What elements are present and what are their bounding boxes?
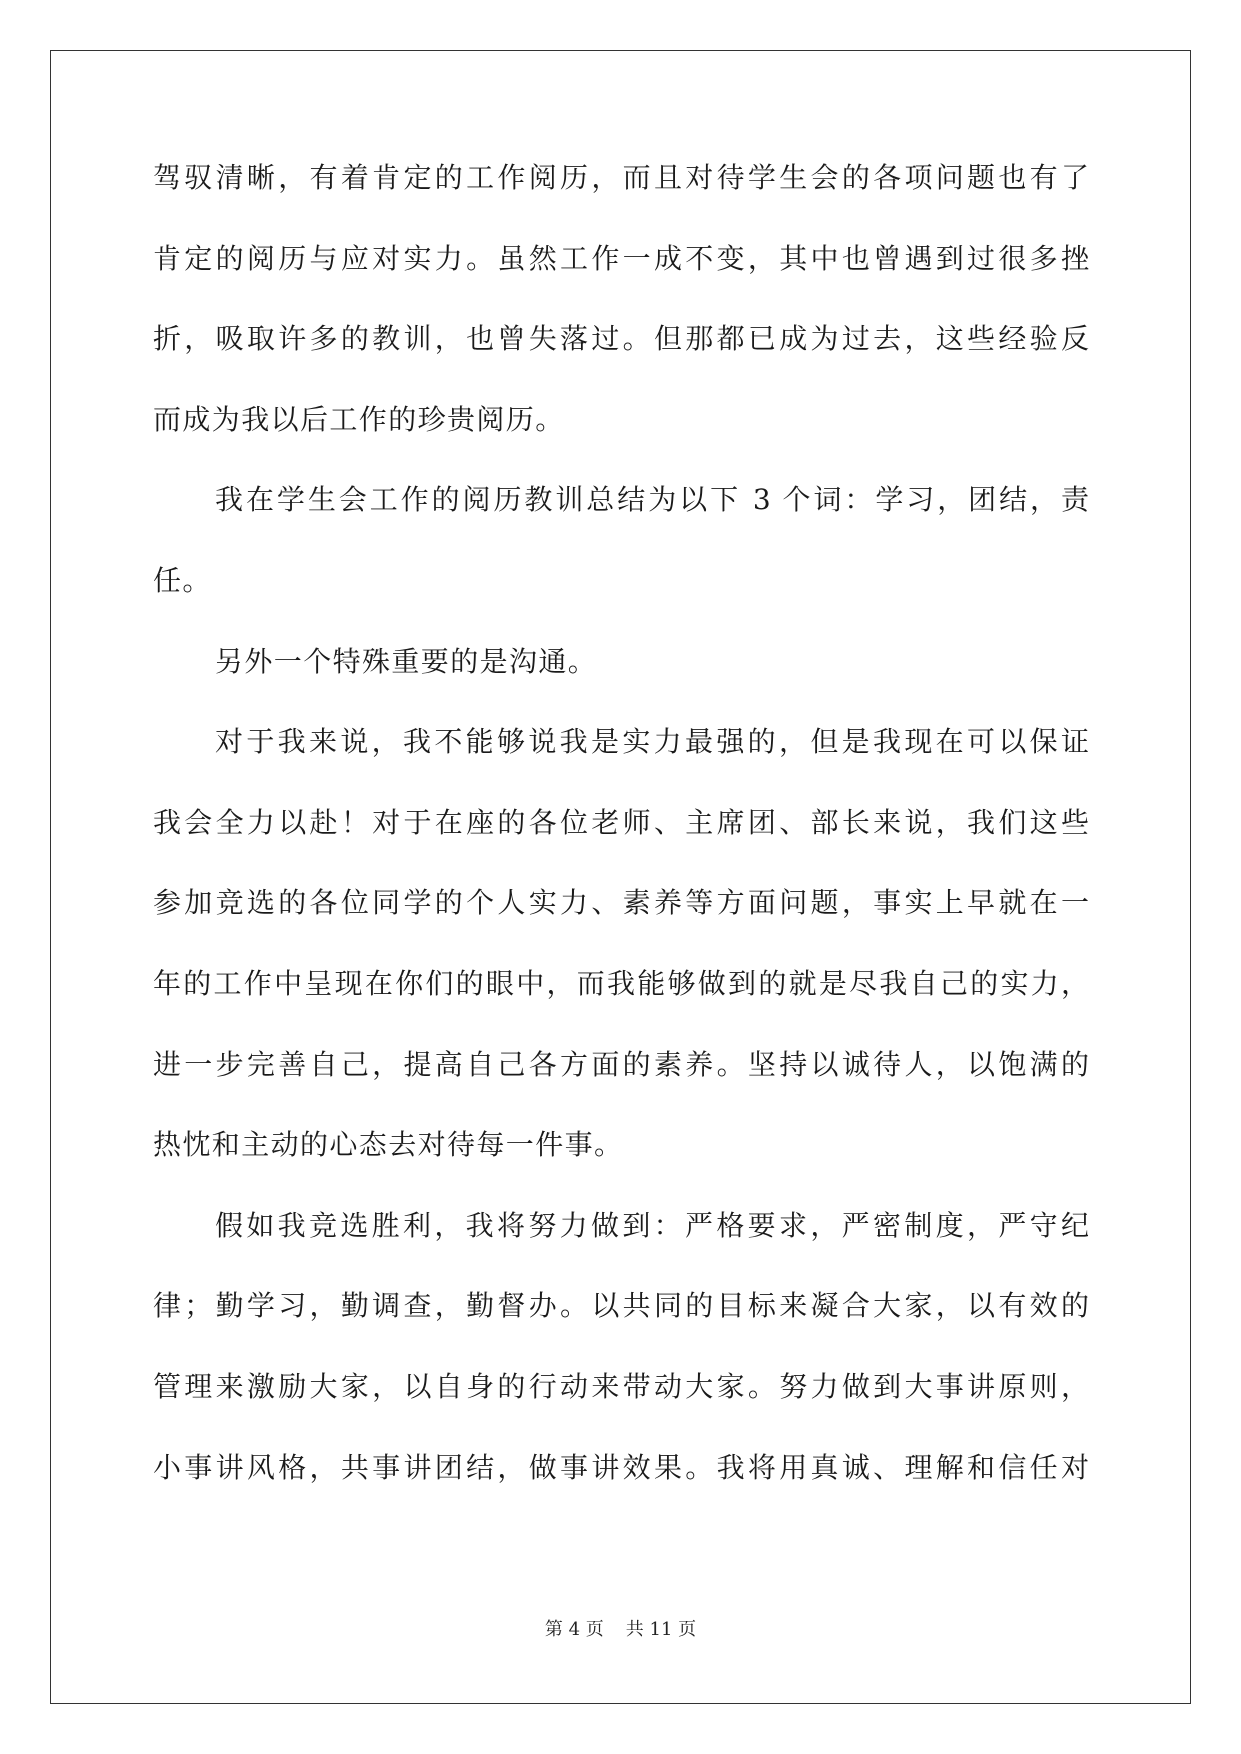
text-line: 任。 (153, 563, 212, 597)
page-number: 第 4 页 (544, 1619, 604, 1640)
text-line: 驾驭清晰，有着肯定的工作阅历，而且对待学生会的各项问题也有了 (153, 161, 1089, 194)
text-line: 管理来激励大家，以自身的行动来带动大家。努力做到大事讲原则， (153, 1369, 1089, 1403)
page-total: 共 11 页 (625, 1619, 697, 1640)
document-body (153, 154, 1089, 1524)
text-line: 热忱和主动的心态去对待每一件事。 (153, 1128, 624, 1162)
text-line: 进一步完善自己，提高自己各方面的素养。坚持以诚待人，以饱满的 (153, 1047, 1089, 1081)
text-line: 我在学生会工作的阅历教训总结为以下 3 个词：学习，团结，责 (215, 483, 1089, 517)
text-line: 肯定的阅历与应对实力。虽然工作一成不变，其中也曾遇到过很多挫 (153, 241, 1089, 275)
text-line: 而成为我以后工作的珍贵阅历。 (153, 402, 565, 436)
text-line: 假如我竞选胜利，我将努力做到：严格要求，严密制度，严守纪 (215, 1208, 1089, 1242)
text-line: 折，吸取许多的教训，也曾失落过。但那都已成为过去，这些经验反 (153, 322, 1089, 356)
text-line: 另外一个特殊重要的是沟通。 (215, 644, 598, 678)
text-line: 参加竞选的各位同学的个人实力、素养等方面问题，事实上早就在一 (153, 886, 1089, 920)
text-line: 对于我来说，我不能够说我是实力最强的，但是我现在可以保证 (215, 725, 1089, 759)
text-line: 我会全力以赴！对于在座的各位老师、主席团、部长来说，我们这些 (153, 805, 1089, 839)
text-line: 年的工作中呈现在你们的眼中，而我能够做到的就是尽我自己的实力， (153, 966, 1089, 1000)
text-line: 小事讲风格，共事讲团结，做事讲效果。我将用真诚、理解和信任对 (153, 1450, 1089, 1484)
text-line: 律；勤学习，勤调查，勤督办。以共同的目标来凝合大家，以有效的 (153, 1289, 1089, 1323)
page-footer (0, 1615, 1241, 1641)
